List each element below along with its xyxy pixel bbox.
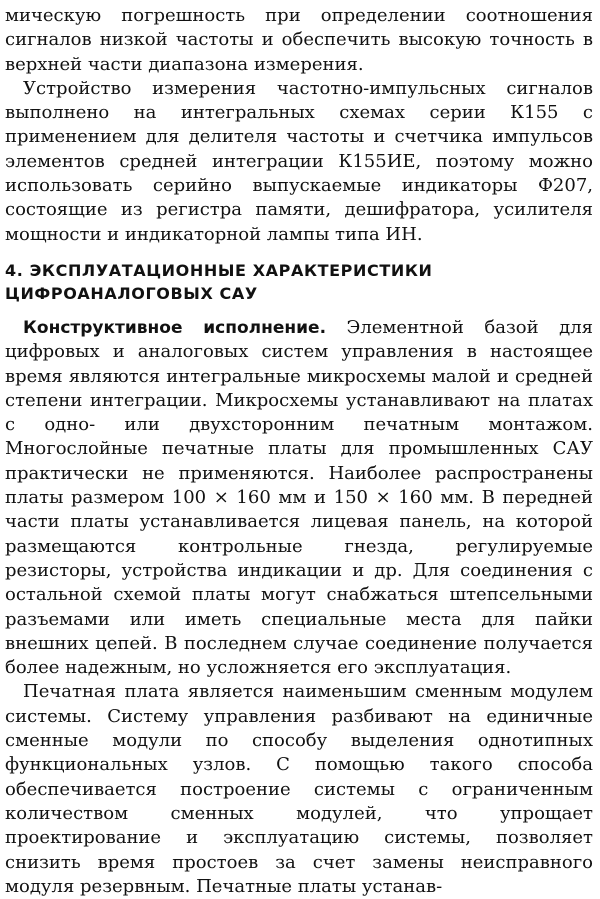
paragraph-construction bbox=[5, 316, 593, 680]
section-heading bbox=[5, 259, 593, 305]
paragraph-construction-body: Элементной базой для цифровых и аналоговых систем управления в настоящее время являются интегральные микросхемы малой и средней степени интеграции. Микросхемы устанавливают на платах с одно- или двухсторонним печатным монтажом. Многослойные печатные платы для промышленных САУ практически не применяются. Наиболее распространены платы размером 100 × 160 мм и 150 × 160 мм. В передней части платы устанавливается лицевая панель, на которой размещаются контрольные гнезда, регулируемые резисторы, устройства индикации и др. Для соединения с остальной схемой платы могут снабжаться штепсельными разъемами или иметь специальные места для пайки внешних цепей. В последнем случае соединение получается более надежным, но усложняется его эксплуатация. bbox=[5, 316, 593, 679]
section-heading-line-2: ЦИФРОАНАЛОГОВЫХ САУ bbox=[5, 283, 258, 303]
paragraph-device-description: Устройство измерения частотно-импульсных сигналов выполнено на интегральных схемах серии К155 с применением для делителя частоты и счетчика импульсов элементов средней интеграции К155ИЕ, поэтому можно использовать серийно выпускаемые индикаторы Ф207, состоящие из регистра памяти, дешифратора, усилителя мощности и индикаторной лампы типа ИН. bbox=[5, 77, 593, 245]
paragraph-lead-term: Конструктивное исполнение. bbox=[23, 317, 327, 338]
paragraph-printed-board: Печатная плата является наименьшим сменным модулем системы. Систему управления разбивают на единичные сменные модули по способу выделения однотипных функциональных узлов. С помощью такого способа обеспечивается построение системы с ограниченным количеством сменных модулей, что упрощает проектирование и эксплуатацию системы, позволяет снизить время простоев за счет замены неисправного модуля резервным. Печатные платы устанав- bbox=[5, 681, 593, 897]
paragraph-continuation: мическую погрешность при определении соотношения сигналов низкой частоты и обеспечить высокую точность в верхней части диапазона измерения. bbox=[5, 5, 593, 75]
document-page bbox=[5, 4, 593, 899]
section-heading-line-1: 4. ЭКСПЛУАТАЦИОННЫЕ ХАРАКТЕРИСТИКИ bbox=[5, 260, 433, 280]
